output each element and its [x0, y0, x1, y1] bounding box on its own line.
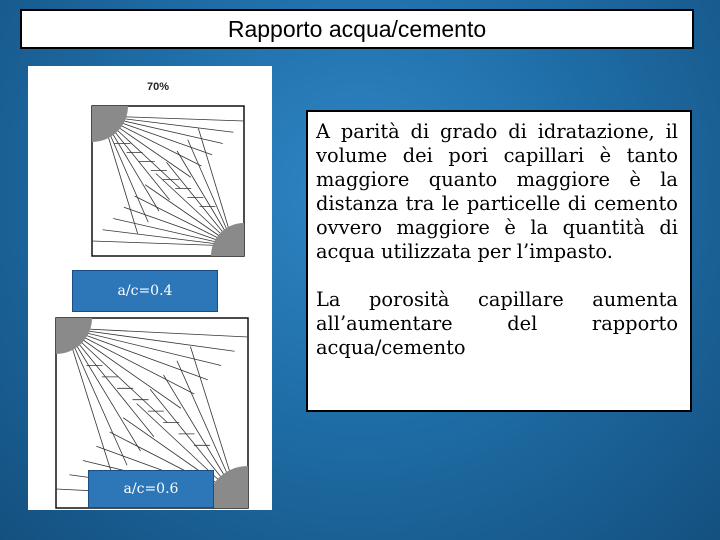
title-box [20, 9, 694, 49]
percent-label: 70% [146, 81, 170, 93]
paragraph-hydration: A parità di grado di idratazione, il volume dei pori capillari è tanto maggiore quanto maggiore è la distanza tra le particelle di cemento ovvero maggiore è la quantità di acqua utilizzata per l’impasto. [316, 120, 678, 263]
explanation-text-box [306, 110, 692, 412]
ratio-label-0-6: a/c=0.6 [88, 470, 214, 508]
ratio-label-0-4: a/c=0.4 [72, 270, 218, 312]
paragraph-porosity: La porosità capillare aumenta all’aumentare del rapporto acqua/cemento [316, 288, 678, 359]
panel-top [92, 106, 244, 256]
slide-title: Rapporto acqua/cemento [227, 15, 487, 42]
